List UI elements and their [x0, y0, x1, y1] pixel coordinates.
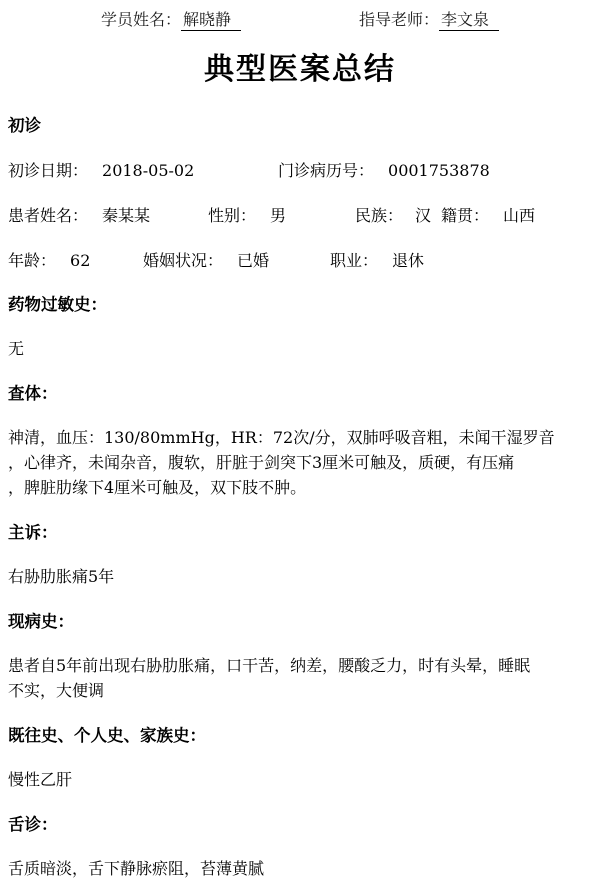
age-value: 62 [70, 251, 91, 270]
native-place-value: 山西 [503, 206, 536, 225]
patient-name-value: 秦某某 [102, 206, 151, 225]
drug-allergy-text: 无 [8, 339, 25, 358]
section-heading-chief-complaint: 主诉： [8, 524, 58, 542]
tongue-diagnosis-text: 舌质暗淡，舌下静脉瘀阻，苔薄黄腻 [8, 859, 265, 878]
present-illness-line: 不实，大便调 [8, 681, 105, 700]
record-number-value: 0001753878 [388, 161, 490, 180]
age-field [8, 250, 143, 272]
marital-status-label: 婚姻状况： [143, 251, 224, 270]
occupation-value: 退休 [392, 251, 425, 270]
section-heading-drug-allergy: 药物过敏史： [8, 296, 107, 314]
occupation-label: 职业： [330, 251, 379, 270]
section-heading-tongue-diagnosis: 舌诊： [8, 816, 58, 834]
native-place-label: 籍贯： [441, 206, 490, 225]
gender-label: 性别： [208, 206, 257, 225]
gender-field [208, 205, 355, 227]
student-name-field [101, 10, 241, 30]
ethnicity-value: 汉 [415, 206, 432, 225]
physical-exam-line: 神清，血压：130/80mmHg，HR：72次/分，双肺呼吸音粗，未闻干湿罗音 [8, 428, 555, 447]
chief-complaint-text: 右胁肋胀痛5年 [8, 567, 115, 586]
marital-status-field [143, 250, 330, 272]
visit-date-label: 初诊日期： [8, 161, 89, 180]
ethnicity-field [355, 205, 433, 227]
physical-exam-line: ，脾脏肋缘下4厘米可触及，双下肢不肿。 [8, 478, 307, 497]
document-header [8, 10, 592, 30]
physical-exam-paragraph [8, 425, 592, 500]
physical-exam-line: ，心律齐，未闻杂音，腹软，肝脏于剑突下3厘米可触及，质硬，有压痛 [8, 453, 515, 472]
patient-name-label: 患者姓名： [8, 206, 89, 225]
field-row-patient-info [8, 205, 592, 227]
page-title: 典型医案总结 [204, 53, 396, 86]
present-illness-paragraph [8, 653, 592, 703]
field-row-demographics [8, 250, 592, 272]
student-name-value: 解晓静 [181, 10, 241, 31]
section-heading-present-illness: 现病史： [8, 613, 74, 631]
field-row-visit-info [8, 160, 592, 182]
visit-date-field [8, 160, 278, 182]
section-heading-past-history: 既往史、个人史、家族史： [8, 727, 206, 745]
occupation-field [330, 250, 424, 272]
ethnicity-label: 民族： [355, 206, 404, 225]
section-heading-first-visit: 初诊 [8, 117, 41, 135]
age-label: 年龄： [8, 251, 57, 270]
past-history-text: 慢性乙肝 [8, 770, 73, 789]
native-place-field [441, 205, 535, 227]
student-name-label: 学员姓名： [100, 10, 181, 29]
gender-value: 男 [270, 206, 287, 225]
teacher-name-value: 李文泉 [439, 10, 499, 31]
record-number-field [278, 160, 490, 182]
marital-status-value: 已婚 [237, 251, 270, 270]
visit-date-value: 2018-05-02 [102, 161, 195, 180]
record-number-label: 门诊病历号： [278, 161, 375, 180]
teacher-name-field [359, 10, 499, 30]
teacher-name-label: 指导老师： [359, 10, 440, 29]
section-heading-physical-exam: 查体： [8, 385, 58, 403]
present-illness-line: 患者自5年前出现右胁肋胀痛，口干苦，纳差，腰酸乏力，时有头晕，睡眠 [8, 656, 531, 675]
patient-name-field [8, 205, 208, 227]
